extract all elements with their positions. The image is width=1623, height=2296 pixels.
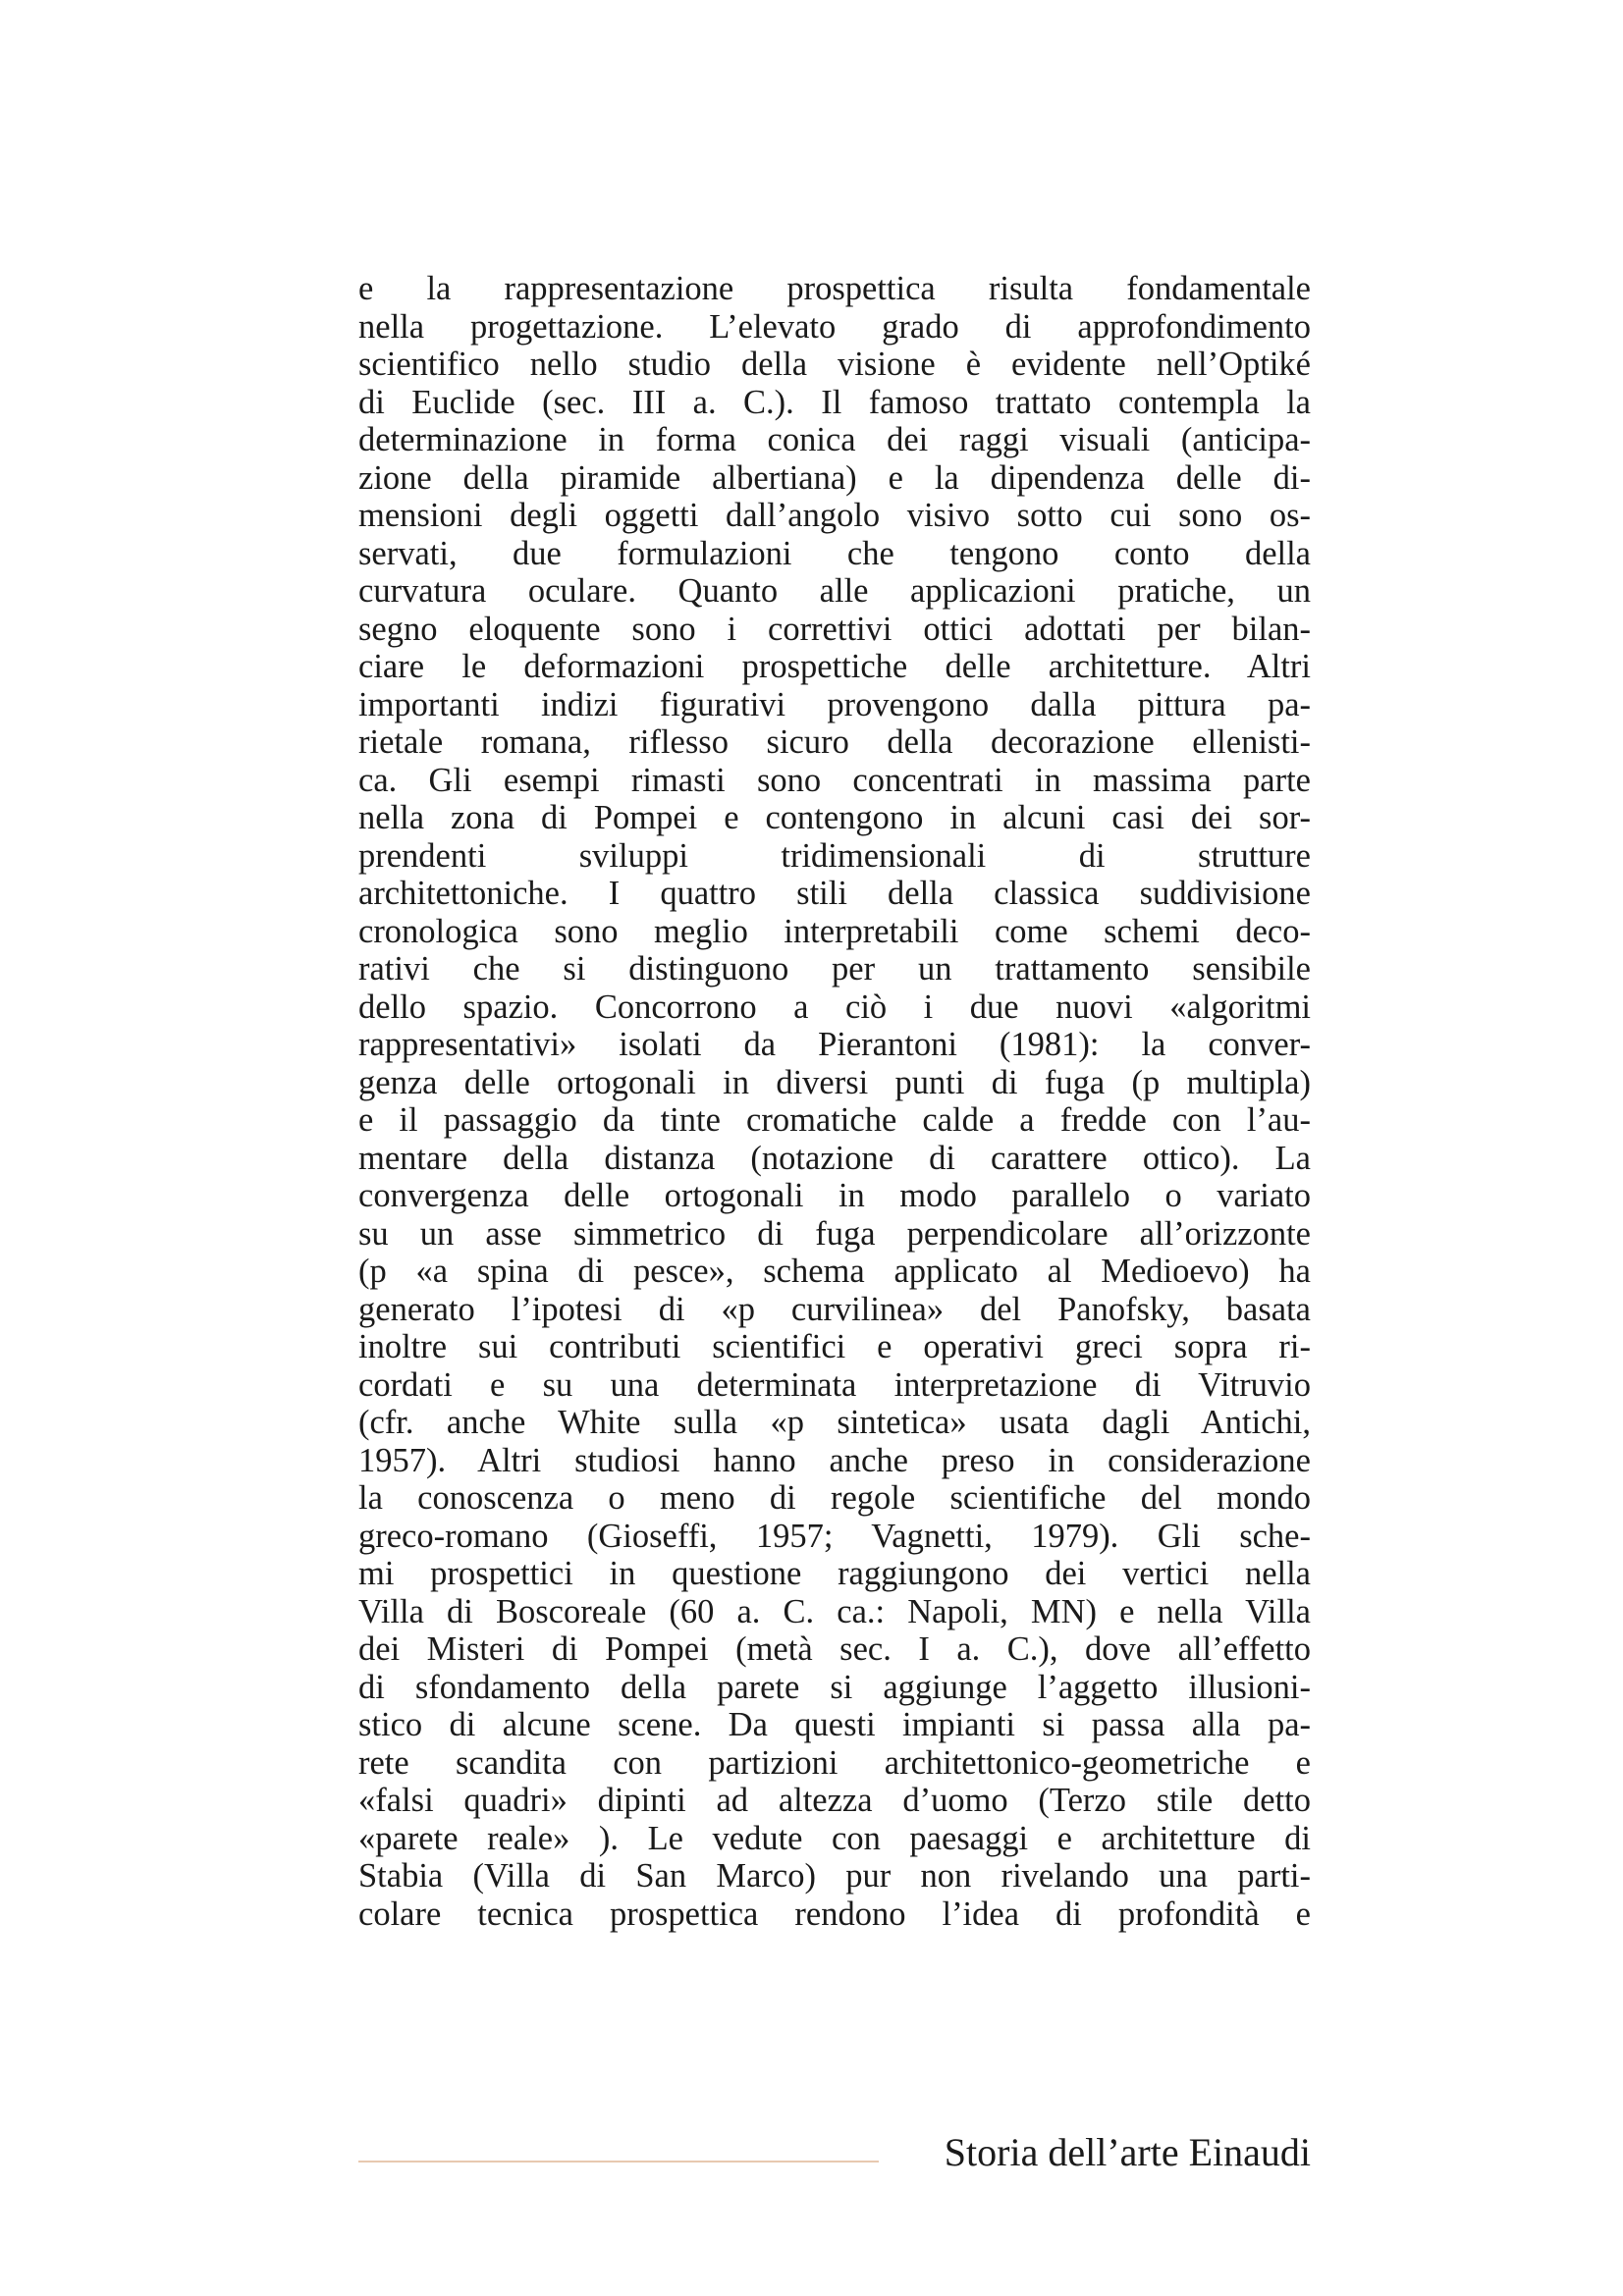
text-line: curvatura oculare. Quanto alle applicazioni pratiche, un: [358, 572, 1311, 610]
text-line: «falsi quadri» dipinti ad altezza d’uomo (Terzo stile detto: [358, 1782, 1311, 1819]
text-line: genza delle ortogonali in diversi punti di fuga (p multipla): [358, 1063, 1311, 1101]
text-line: servati, due formulazioni che tengono conto della: [358, 534, 1311, 572]
text-line: nella zona di Pompei e contengono in alcuni casi dei sor-: [358, 799, 1311, 836]
text-line: di Euclide (sec. III a. C.). Il famoso trattato contempla la: [358, 383, 1311, 421]
text-line: Villa di Boscoreale (60 a. C. ca.: Napoli, MN) e nella Villa: [358, 1592, 1311, 1630]
text-line: Stabia (Villa di San Marco) pur non rivelando una parti-: [358, 1857, 1311, 1895]
text-line: mensioni degli oggetti dall’angolo visivo sotto cui sono os-: [358, 497, 1311, 534]
body-text: [358, 270, 1311, 1933]
footer-title: Storia dell’arte Einaudi: [944, 2130, 1311, 2174]
text-line: zione della piramide albertiana) e la dipendenza delle di-: [358, 458, 1311, 497]
text-line: su un asse simmetrico di fuga perpendicolare all’orizzonte: [358, 1214, 1311, 1253]
text-line: scientifico nello studio della visione è evidente nell’Optiké: [358, 346, 1311, 383]
text-line: mentare della distanza (notazione di carattere ottico). La: [358, 1139, 1311, 1177]
text-line: segno eloquente sono i correttivi ottici adottati per bilan-: [358, 610, 1311, 648]
footer-rule: [358, 2161, 879, 2163]
text-line: 1957). Altri studiosi hanno anche preso in considerazione: [358, 1441, 1311, 1479]
text-line: greco-romano (Gioseffi, 1957; Vagnetti, 1979). Gli sche-: [358, 1517, 1311, 1555]
text-line: cordati e su una determinata interpretazione di Vitruvio: [358, 1365, 1311, 1404]
page-footer: [358, 2128, 1311, 2187]
text-line: dello spazio. Concorrono a ciò i due nuovi «algoritmi: [358, 988, 1311, 1026]
text-line: di sfondamento della parete si aggiunge l’aggetto illusioni-: [358, 1668, 1311, 1706]
text-line: rativi che si distinguono per un trattamento sensibile: [358, 950, 1311, 988]
text-line: (p «a spina di pesce», schema applicato al Medioevo) ha: [358, 1253, 1311, 1290]
text-line: stico di alcune scene. Da questi impianti si passa alla pa-: [358, 1706, 1311, 1743]
text-line: e il passaggio da tinte cromatiche calde a fredde con l’au-: [358, 1101, 1311, 1139]
text-line: (cfr. anche White sulla «p sintetica» usata dagli Antichi,: [358, 1404, 1311, 1441]
text-line: mi prospettici in questione raggiungono dei vertici nella: [358, 1555, 1311, 1592]
text-line: convergenza delle ortogonali in modo parallelo o variato: [358, 1177, 1311, 1214]
text-line: inoltre sui contributi scientifici e operativi greci sopra ri-: [358, 1328, 1311, 1365]
text-line: generato l’ipotesi di «p curvilinea» del Panofsky, basata: [358, 1290, 1311, 1328]
text-line: la conoscenza o meno di regole scientifiche del mondo: [358, 1479, 1311, 1517]
text-line: colare tecnica prospettica rendono l’idea di profondità e: [358, 1895, 1311, 1933]
text-line: cronologica sono meglio interpretabili come schemi deco-: [358, 912, 1311, 950]
text-line: rappresentativi» isolati da Pierantoni (1981): la conver-: [358, 1026, 1311, 1063]
text-line: importanti indizi figurativi provengono dalla pittura pa-: [358, 685, 1311, 723]
text-line: dei Misteri di Pompei (metà sec. I a. C.), dove all’effetto: [358, 1630, 1311, 1668]
text-line: rete scandita con partizioni architettonico-geometriche e: [358, 1743, 1311, 1782]
text-line: ciare le deformazioni prospettiche delle architetture. Altri: [358, 648, 1311, 685]
text-line: architettoniche. I quattro stili della classica suddivisione: [358, 875, 1311, 912]
text-line: «parete reale» ). Le vedute con paesaggi e architetture di: [358, 1819, 1311, 1857]
text-line: determinazione in forma conica dei raggi visuali (anticipa-: [358, 421, 1311, 458]
text-line: prendenti sviluppi tridimensionali di strutture: [358, 836, 1311, 875]
text-line: e la rappresentazione prospettica risulta fondamentale: [358, 270, 1311, 307]
text-line: nella progettazione. L’elevato grado di approfondimento: [358, 307, 1311, 346]
text-line: rietale romana, riflesso sicuro della decorazione ellenisti-: [358, 723, 1311, 761]
text-line: ca. Gli esempi rimasti sono concentrati in massima parte: [358, 761, 1311, 799]
